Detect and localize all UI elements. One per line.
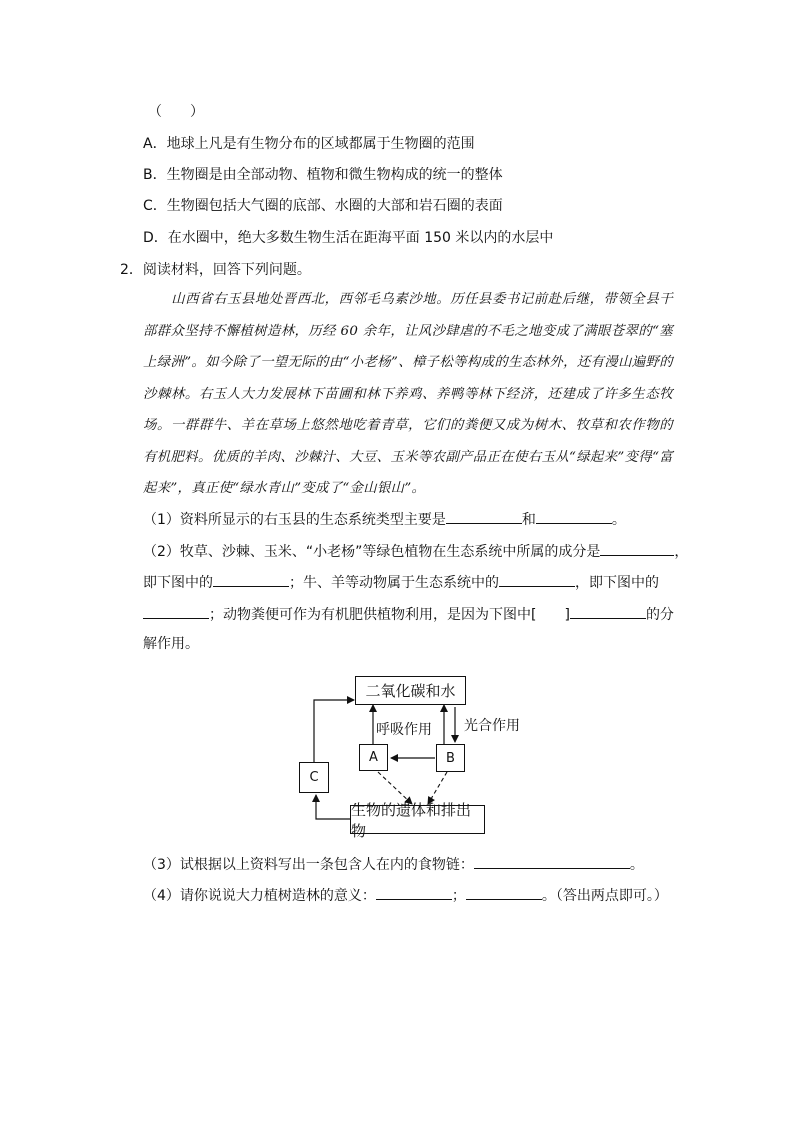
- sub2-text: ；动物粪便可作为有机肥供植物利用，是因为下图中[ ]: [209, 607, 570, 623]
- question-number: 2．: [120, 262, 143, 278]
- remains-arrow: [316, 795, 350, 819]
- answer-blank[interactable]: [474, 853, 630, 869]
- passage-text: 山西省右玉县地处晋西北，西邻毛乌素沙地。历任县委书记前赴后继，带领全县干部群众坚持不懈植树造林，历经 60 余年，让风沙肆虐的不毛之地变成了满眼苍翠的“塞上绿洲”。如今除了一望无际的由“小老杨”、樟子松等构成的生态林外，还有漫山遍野的沙棘林。右玉人大力发展林下苗圃和林下养鸡、养鸭等林下经济，还建成了许多生态牧场。一群群牛、羊在草场上悠然地吃着青草，它们的粪便又成为树木、牧草和农作物的有机肥料。优质的羊肉、沙棘汁、大豆、玉米等农副产品正在使右玉从“绿起来”变得“富起来”，真正使“绿水青山”变成了“金山银山”。: [143, 292, 673, 496]
- sub4-end: 。（答出两点即可。）: [541, 888, 668, 904]
- sub4-text: （4）请你说说大力植树造林的意义：: [143, 888, 376, 904]
- sub3-end: 。: [629, 857, 644, 873]
- answer-blank[interactable]: [376, 884, 452, 900]
- remains-box: 生物的遗体和排出物: [350, 805, 485, 834]
- sub-question-4: [143, 884, 668, 906]
- sub2-comma: ，: [674, 544, 689, 560]
- box-a: A: [359, 744, 388, 771]
- option-c: C．生物圈包括大气圈的底部、水圈的大部和岩石圈的表面: [143, 198, 503, 214]
- box-b: B: [436, 744, 465, 772]
- sub1-end: 。: [611, 512, 626, 528]
- option-d: D．在水圈中，绝大多数生物生活在距海平面 150 米以内的水层中: [143, 230, 554, 246]
- respiration-label: 呼吸作用: [376, 722, 432, 738]
- box-c: C: [299, 762, 329, 793]
- option-b: B．生物圈是由全部动物、植物和微生物构成的统一的整体: [143, 167, 503, 183]
- question-instruction: 阅读材料，回答下列问题。: [142, 262, 311, 278]
- answer-bracket: （ ）: [148, 104, 204, 120]
- photosynthesis-label: 光合作用: [464, 718, 520, 734]
- sub3-text: （3）试根据以上资料写出一条包含人在内的食物链：: [143, 857, 474, 873]
- sub2-text: ；牛、羊等动物属于生态系统中的: [289, 575, 499, 591]
- co2-water-box: 二氧化碳和水: [355, 676, 466, 705]
- sub2-text: （2）牧草、沙棘、玉米、“小老杨”等绿色植物在生态系统中所属的成分是: [143, 544, 601, 560]
- sub1-and: 和: [521, 512, 536, 528]
- sub-question-3: [143, 853, 644, 875]
- sub2-text: 的分: [645, 607, 674, 623]
- sub1-text: （1）资料所显示的右玉县的生态系统类型主要是: [143, 512, 446, 528]
- sub2-text: ，即下图中的: [575, 575, 659, 591]
- decomposer-arrow: [314, 700, 354, 762]
- sub-question-2-line-4: 解作用。: [143, 636, 199, 652]
- sub4-sep: ；: [451, 888, 466, 904]
- answer-blank[interactable]: [466, 884, 542, 900]
- sub2-text: 即下图中的: [143, 575, 213, 591]
- option-a: A．地球上凡是有生物分布的区域都属于生物圈的范围: [143, 136, 475, 152]
